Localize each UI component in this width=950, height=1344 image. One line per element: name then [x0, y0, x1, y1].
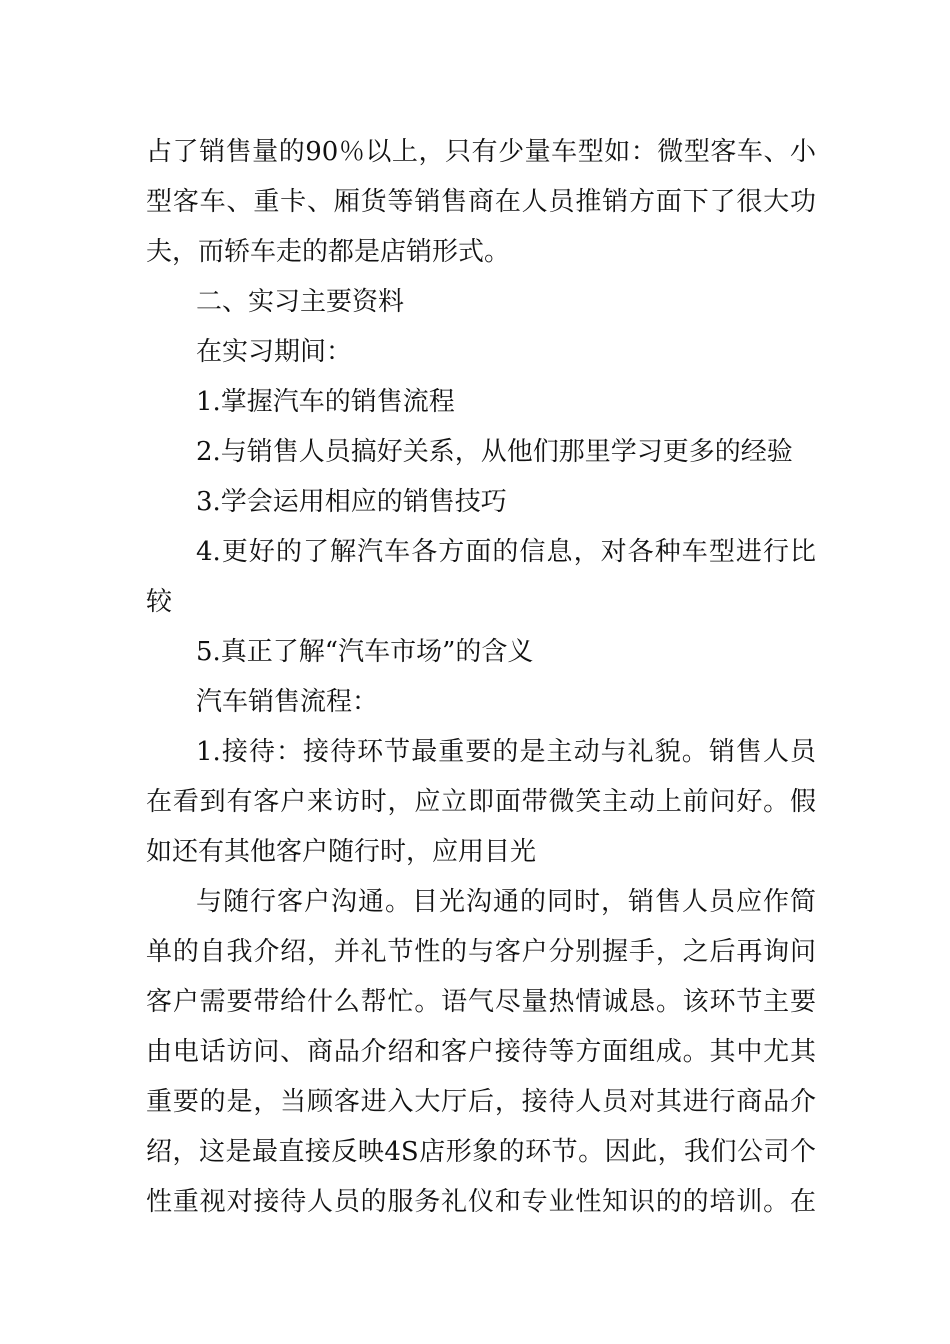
- text-line: 客户需要带给什么帮忙。语气尽量热情诚恳。该环节主要: [146, 987, 816, 1017]
- list-item: 1.接待：接待环节最重要的是主动与礼貌。销售人员: [196, 737, 816, 767]
- list-item: 1.掌握汽车的销售流程: [196, 387, 455, 417]
- section-heading: 汽车销售流程：: [196, 687, 379, 717]
- text-line: 夫，而轿车走的都是店销形式。: [146, 237, 511, 267]
- text-line: 如还有其他客户随行时，应用目光: [146, 837, 537, 867]
- list-item: 2.与销售人员搞好关系，从他们那里学习更多的经验: [196, 437, 793, 467]
- text-line: 绍，这是最直接反映4S店形象的环节。因此，我们公司个: [146, 1137, 816, 1167]
- list-item: 5.真正了解“汽车市场”的含义: [196, 637, 534, 667]
- text-line: 由电话访问、商品介绍和客户接待等方面组成。其中尤其: [146, 1037, 816, 1067]
- text-line: 单的自我介绍，并礼节性的与客户分别握手，之后再询问: [146, 937, 816, 967]
- section-heading: 二、实习主要资料: [196, 287, 405, 317]
- text-line: 性重视对接待人员的服务礼仪和专业性知识的的培训。在: [146, 1187, 816, 1217]
- list-item: 4.更好的了解汽车各方面的信息，对各种车型进行比: [196, 537, 816, 567]
- text-line: 重要的是，当顾客进入大厅后，接待人员对其进行商品介: [146, 1087, 816, 1117]
- text-line: 型客车、重卡、厢货等销售商在人员推销方面下了很大功: [146, 187, 816, 217]
- text-line: 占了销售量的90％以上，只有少量车型如：微型客车、小: [146, 137, 816, 167]
- text-line: 在实习期间：: [196, 337, 353, 367]
- text-line: 在看到有客户来访时，应立即面带微笑主动上前问好。假: [146, 787, 816, 817]
- text-line: 较: [146, 587, 173, 617]
- list-item: 3.学会运用相应的销售技巧: [196, 487, 507, 517]
- text-line: 与随行客户沟通。目光沟通的同时，销售人员应作简: [196, 887, 816, 917]
